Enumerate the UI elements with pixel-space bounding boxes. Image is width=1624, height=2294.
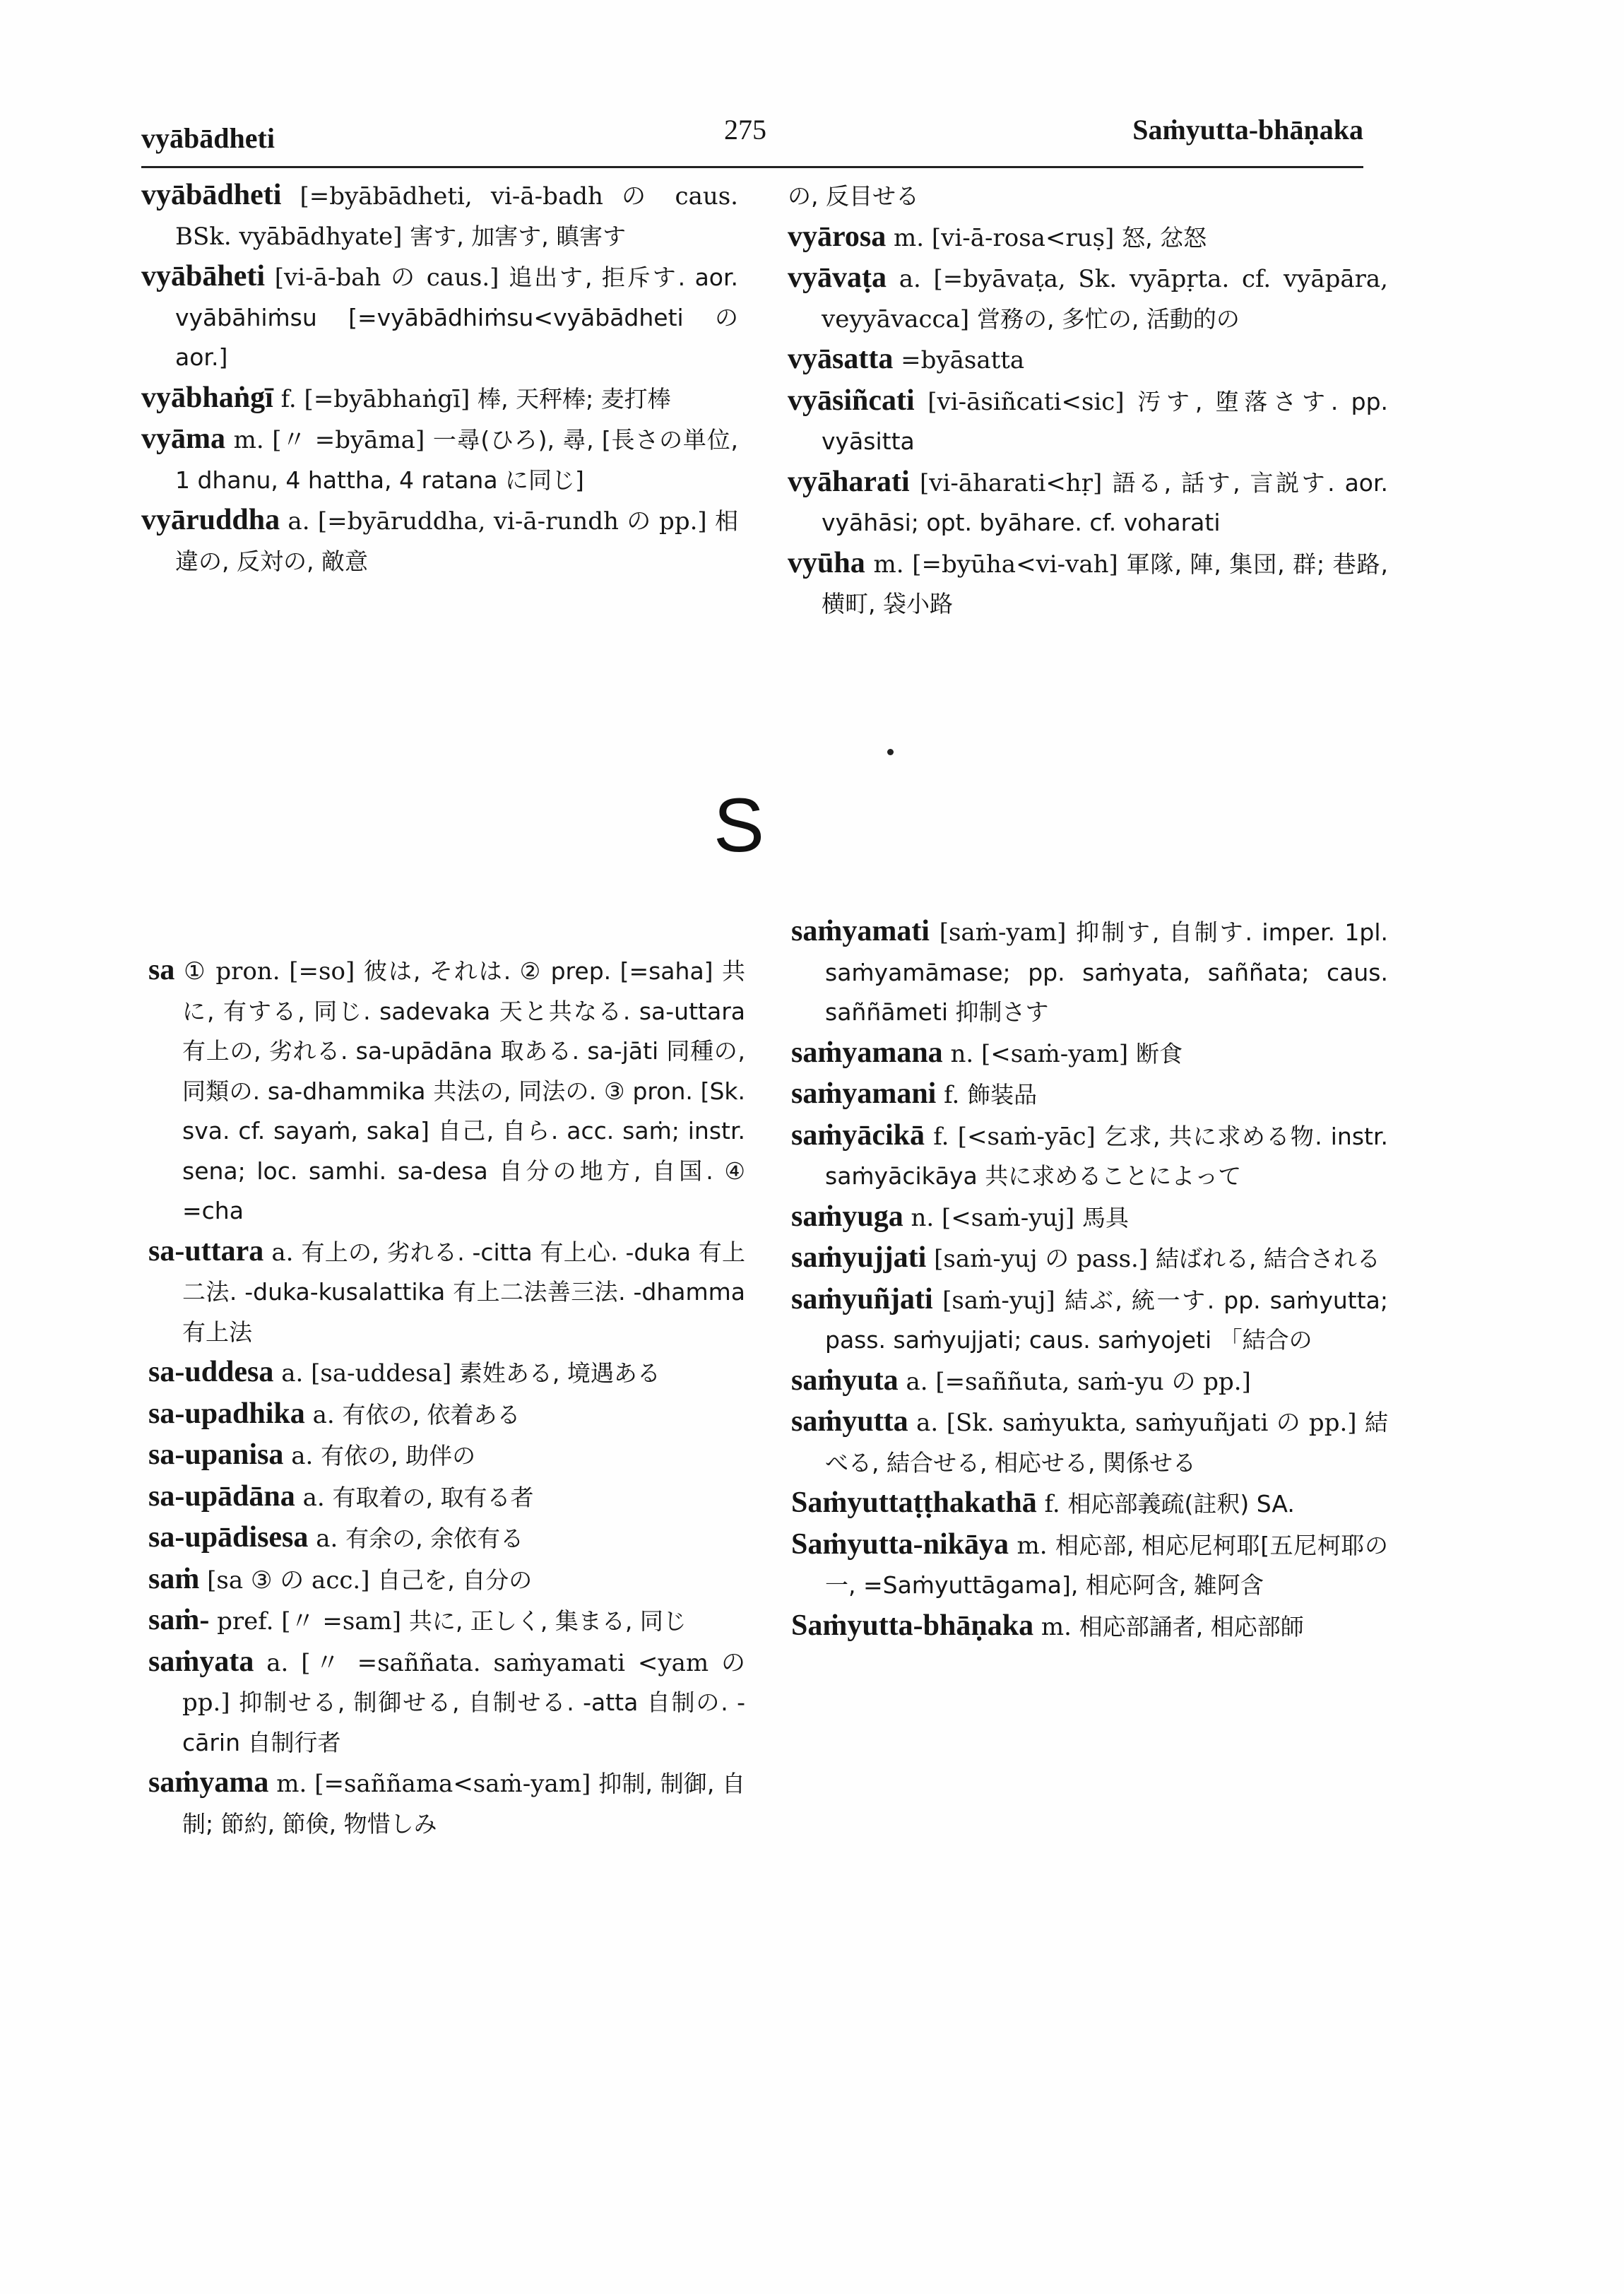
entry-grammar: a. [=saññuta, saṁ-yu の pp.]	[906, 1367, 1251, 1396]
page-number: 275	[724, 114, 766, 146]
entry-definition: 相応部誦者, 相応部師	[1079, 1612, 1304, 1640]
entry-definition: 結ぶ, 統一す. pp. saṁyutta; pass. saṁyujjati; caus. saṁyojeti 「結合の	[825, 1286, 1388, 1354]
dictionary-entry	[791, 1279, 1388, 1361]
dictionary-entry	[141, 378, 738, 420]
running-header	[141, 113, 1363, 170]
dictionary-entry	[148, 1477, 745, 1518]
entry-grammar: ① pron. [=so]	[184, 957, 355, 986]
entry-definition: 害す, 加害す, 瞋害す	[410, 222, 627, 250]
entry-grammar: a. [=byāvaṭa, Sk. vyāpṛta. cf. vyāpāra, veyyāvacca]	[822, 265, 1388, 333]
entry-headword: Saṁyutta-bhāṇaka	[791, 1609, 1034, 1642]
entry-grammar: [saṁ-yam]	[939, 918, 1067, 947]
header-left-headword: vyābādheti	[141, 122, 275, 154]
entry-definition: 抑制, 制御, 自制; 節約, 節倹, 物惜しみ	[182, 1770, 745, 1838]
entry-definition: 営務の, 多忙の, 活動的の	[976, 305, 1240, 333]
entry-definition: 語る, 話す, 言説す. aor. vyāhāsi; opt. byāhare. cf. voharati	[822, 468, 1389, 536]
entry-grammar: m. [=byūha<vi-vah]	[873, 550, 1118, 579]
dictionary-entry	[148, 1559, 745, 1601]
entry-headword: sa-upadhika	[148, 1397, 305, 1430]
entry-headword: Saṁyutta-nikāya	[791, 1527, 1009, 1561]
dictionary-entry	[791, 1033, 1388, 1075]
entry-headword: vyābhaṅgī	[141, 381, 273, 414]
entry-grammar: pref. [〃 =sam]	[217, 1607, 402, 1636]
entry-definition: 相応部, 相応尼柯耶[五尼柯耶の一, =Saṁyuttāgama], 相応阿含, 雑阿含	[825, 1531, 1389, 1599]
entry-definition: 抑制せる, 制御せる, 自制せる. -atta 自制の. -cārin 自制行者	[182, 1689, 745, 1756]
entry-grammar: [vi-ā-bah の caus.]	[274, 264, 499, 292]
entry-headword: saṁyamana	[791, 1036, 943, 1069]
entry-grammar: n. [<saṁ-yuj]	[911, 1203, 1075, 1232]
entry-definition: 乞求, 共に求める物. instr. saṁyācikāya 共に求めることによって	[825, 1122, 1389, 1190]
entry-headword: vyārosa	[788, 220, 887, 253]
entry-definition: の, 反目せる	[788, 182, 919, 210]
entry-grammar: a.	[302, 1483, 325, 1512]
entry-grammar: [saṁ-yuj]	[942, 1286, 1055, 1315]
entry-headword: vyāvaṭa	[788, 261, 887, 294]
entry-grammar: a. [〃 =saññata. saṁyamati <yam の pp.]	[182, 1648, 745, 1717]
dictionary-entry	[788, 217, 1388, 259]
entry-grammar: [saṁ-yuj の pass.]	[934, 1245, 1149, 1273]
entry-headword: sa-uddesa	[148, 1356, 274, 1388]
dictionary-entry	[148, 1435, 745, 1477]
entry-headword: vyāsiñcati	[788, 384, 915, 417]
dictionary-entry	[791, 1361, 1388, 1402]
section-letter: S	[713, 782, 765, 868]
entry-definition: 有依の, 依着ある	[342, 1400, 521, 1429]
entry-headword: vyūha	[788, 546, 865, 579]
entry-headword: saṁyācikā	[791, 1118, 925, 1152]
entry-definition: 一尋(ひろ), 尋, [長さの単位, 1 dhanu, 4 hattha, 4 ratana に同じ]	[175, 426, 739, 494]
entry-definition: 棒, 天秤棒; 麦打棒	[478, 384, 671, 413]
entry-definition: 相違の, 反対の, 敵意	[175, 507, 739, 575]
entry-headword: saṁyuñjati	[791, 1282, 933, 1315]
dictionary-entry	[791, 1197, 1388, 1238]
entry-definition: 有上の, 劣れる. -citta 有上心. -duka 有上二法. -duka-kusalattika 有上二法善三法. -dhamma 有上法	[182, 1238, 745, 1346]
column-bottom-left	[148, 950, 745, 1844]
dictionary-entry	[141, 500, 738, 581]
entry-headword: saṁ-	[148, 1604, 210, 1636]
entry-definition: 抑制す, 自制す. imper. 1pl. saṁyamāmase; pp. saṁyata, saññata; caus. saññāmeti 抑制さす	[825, 918, 1389, 1026]
entry-grammar: f. [<saṁ-yāc]	[933, 1122, 1096, 1151]
entry-definition: 飾装品	[967, 1081, 1038, 1108]
entry-headword: saṁyamani	[791, 1077, 937, 1110]
entry-grammar: f.	[944, 1081, 960, 1109]
entry-headword: saṁ	[148, 1562, 200, 1595]
entry-definition: 馬具	[1081, 1203, 1129, 1231]
entry-headword: vyāharati	[788, 465, 910, 498]
entry-definition: 相応部義疏(註釈) SA.	[1067, 1490, 1295, 1518]
entry-grammar: a. [=byāruddha, vi-ā-rundh の pp.]	[288, 507, 707, 536]
dictionary-entry	[791, 1525, 1388, 1606]
dictionary-entry	[148, 1394, 745, 1436]
entry-definition: 汚す, 堕落さす. pp. vyāsitta	[822, 387, 1389, 455]
entry-grammar: a. [Sk. saṁyukta, saṁyuñjati の pp.]	[916, 1409, 1357, 1437]
entry-grammar: a.	[271, 1238, 294, 1267]
entry-headword: vyāma	[141, 422, 225, 455]
entry-grammar: a.	[316, 1525, 338, 1553]
entry-definition: 結ばれる, 結合される	[1155, 1245, 1380, 1272]
entry-definition: 有依の, 助伴の	[321, 1442, 476, 1470]
dictionary-entry	[788, 381, 1388, 462]
entry-headword: saṁyamati	[791, 915, 930, 947]
entry-definition: 軍隊, 陣, 集団, 群; 巷路, 横町, 袋小路	[822, 550, 1388, 617]
entry-grammar: m. [〃 =byāma]	[233, 426, 425, 454]
entry-grammar: =byāsatta	[901, 346, 1025, 374]
dictionary-entry	[791, 1606, 1388, 1648]
dictionary-entry	[788, 462, 1388, 543]
entry-grammar: [sa ③ の acc.]	[207, 1566, 370, 1595]
entry-grammar: n. [<saṁ-yam]	[950, 1039, 1129, 1068]
column-top-left	[141, 175, 738, 581]
dictionary-entry	[788, 339, 1388, 381]
entry-grammar: [vi-āharati<hṛ]	[919, 468, 1103, 497]
entry-definition: 結べる, 結合せる, 相応せる, 関係せる	[825, 1409, 1389, 1477]
scan-dot	[887, 749, 894, 755]
entry-headword: saṁyujjati	[791, 1241, 927, 1274]
entry-headword: sa-upādisesa	[148, 1521, 309, 1554]
dictionary-entry	[148, 1600, 745, 1642]
dictionary-entry	[788, 258, 1388, 339]
entry-headword: sa-upanisa	[148, 1438, 284, 1471]
entry-headword: vyābāheti	[141, 260, 266, 292]
header-right-headword: Saṁyutta-bhāṇaka	[1132, 114, 1363, 146]
entry-definition: 断食	[1136, 1039, 1183, 1068]
column-bottom-right	[791, 911, 1388, 1647]
entry-definition: 共に, 正しく, 集まる, 同じ	[408, 1607, 687, 1635]
entry-headword: vyābādheti	[141, 179, 282, 211]
column-top-right	[788, 175, 1388, 625]
dictionary-entry	[788, 175, 1388, 217]
dictionary-entry	[148, 1518, 745, 1559]
entry-headword: sa-upādāna	[148, 1479, 295, 1513]
dictionary-entry	[791, 1402, 1388, 1483]
dictionary-entry	[791, 1483, 1388, 1525]
dictionary-entry	[788, 543, 1388, 625]
entry-definition: 有取着の, 取有る者	[332, 1483, 534, 1511]
entry-grammar: f.	[1044, 1490, 1060, 1518]
entry-definition: 有余の, 余依有る	[345, 1525, 524, 1552]
dictionary-entry	[148, 1763, 745, 1844]
entry-grammar: m.	[1017, 1531, 1048, 1560]
entry-definition: 追出す, 拒斥す. aor. vyābāhiṁsu [=vyābādhiṁsu<vyābādheti の aor.]	[175, 264, 739, 371]
dictionary-entry	[148, 950, 745, 1231]
entry-grammar: a.	[291, 1442, 314, 1470]
entry-grammar: m. [=saññama<saṁ-yam]	[276, 1770, 591, 1798]
dictionary-entry	[148, 1642, 745, 1763]
entry-headword: sa-uttara	[148, 1234, 264, 1267]
entry-grammar: m. [vi-ā-rosa<ruṣ]	[894, 223, 1115, 252]
dictionary-entry	[791, 1238, 1388, 1279]
entry-grammar: [=byābādheti, vi-ā-badh の caus. BSk. vyābādhyate]	[175, 182, 738, 251]
entry-headword: saṁyuga	[791, 1200, 903, 1233]
entry-headword: Saṁyuttaṭṭhakathā	[791, 1486, 1037, 1519]
entry-grammar: a. [sa-uddesa]	[281, 1359, 452, 1388]
entry-definition: 怒, 忿怒	[1122, 223, 1207, 252]
entry-headword: saṁyutta	[791, 1405, 908, 1438]
entry-definition: 彼は, それは. ② prep. [=saha] 共に, 有する, 同じ. sadevaka 天と共なる. sa-uttara 有上の, 劣れる. sa-upādāna 取ある. sa-jāti 同種の, 同類の. sa-dhammika 共法の, 同法の. ③ pron. [Sk. sva. cf. sayaṁ, saka] 自己, 自ら. acc. saṁ; instr. sena; loc. samhi. sa-desa 自分の地方, 自国. ④ =cha	[182, 957, 745, 1224]
dictionary-entry	[791, 1074, 1388, 1116]
header-rule	[141, 166, 1363, 168]
dictionary-entry	[141, 256, 738, 378]
entry-definition: 素姓ある, 境遇ある	[458, 1359, 660, 1387]
entry-definition: 自己を, 自分の	[377, 1566, 533, 1594]
entry-grammar: m.	[1041, 1612, 1072, 1641]
entry-headword: saṁyuta	[791, 1364, 899, 1397]
entry-grammar: f. [=byābhaṅgī]	[280, 384, 470, 413]
entry-headword: vyāruddha	[141, 504, 280, 536]
dictionary-entry	[148, 1352, 745, 1394]
entry-headword: saṁyata	[148, 1645, 254, 1678]
entry-grammar: a.	[312, 1400, 335, 1429]
dictionary-entry	[791, 911, 1388, 1033]
entry-headword: vyāsatta	[788, 343, 894, 375]
dictionary-entry	[141, 175, 738, 256]
entry-grammar: [vi-āsiñcati<sic]	[927, 387, 1125, 416]
dictionary-entry	[791, 1116, 1388, 1197]
entry-headword: saṁyama	[148, 1766, 269, 1799]
entry-headword: sa	[148, 954, 175, 986]
dictionary-entry	[148, 1231, 745, 1353]
dictionary-entry	[141, 419, 738, 500]
